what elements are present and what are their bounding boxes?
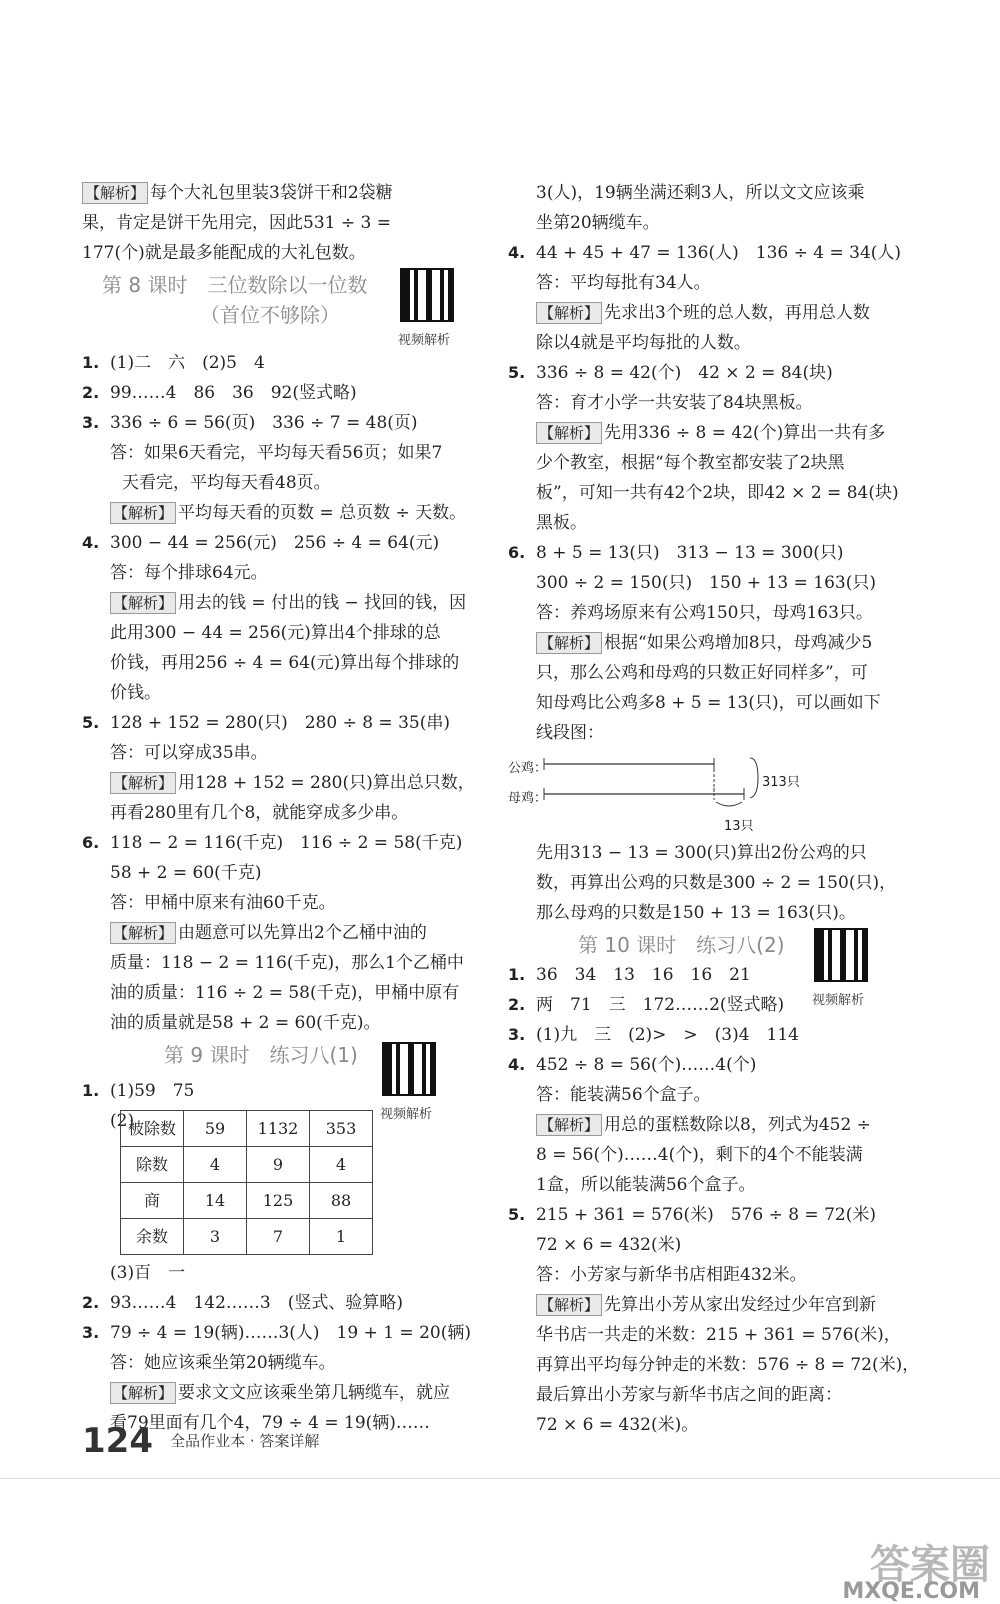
text-line: (3)百 一	[110, 1263, 186, 1283]
text-line: 坐第20辆缆车。	[536, 213, 660, 233]
text-line: 答：可以穿成35串。	[110, 743, 268, 763]
table-row	[121, 1147, 373, 1183]
text-line: 答：养鸡场原来有公鸡150只，母鸡163只。	[536, 603, 873, 623]
text-line: 【解析】 用去的钱 = 付出的钱 − 找回的钱，因	[82, 588, 522, 618]
text-line: 答：小芳家与新华书店相距432米。	[536, 1265, 807, 1285]
text-line: 答：每个排球64元。	[110, 563, 268, 583]
text-line: 【解析】 先用336 ÷ 8 = 42(个)算出一共有多	[508, 418, 948, 448]
hen-label: 母鸡：	[508, 791, 548, 806]
answer-line: 2. 93……4 142……3 (竖式、验算略)	[82, 1293, 403, 1313]
lesson-title: 第 9 课时 练习八(1)	[164, 1043, 358, 1067]
answer-line: 4. 300 − 44 = 256(元) 256 ÷ 4 = 64(元)	[82, 533, 440, 553]
segment-svg	[538, 748, 868, 838]
table-cell: 4	[184, 1147, 247, 1183]
table-cell: 1	[310, 1219, 373, 1255]
answer-line: 2. 两 71 三 172……2(竖式略)	[508, 995, 785, 1015]
answer-line: 2. 99……4 86 36 92(竖式略)	[82, 383, 357, 403]
text-line: 【解析】 先求出3个班的总人数，再用总人数	[508, 298, 948, 328]
page-number: 124	[82, 1421, 153, 1461]
analysis-tag: 【解析】	[536, 1294, 602, 1316]
text-line: 8 = 56(个)……4(个)，剩下的4个不能装满	[536, 1145, 863, 1165]
text-line: 板”，可知一共有42个2块，即42 × 2 = 84(块)	[536, 483, 899, 503]
answer-line: 3. (1)九 三 (2)> > (3)4 114	[508, 1025, 799, 1045]
text-line: 58 + 2 = 60(千克)	[110, 863, 262, 883]
answer-line: 6. 8 + 5 = 13(只) 313 − 13 = 300(只)	[508, 543, 844, 563]
text-line: 天看完，平均每天看48页。	[122, 473, 331, 493]
text-line: 只，那么公鸡和母鸡的只数正好同样多”，可	[536, 663, 868, 683]
qr-code-icon[interactable]	[814, 928, 868, 982]
text-line: 华书店一共走的米数：215 + 361 = 576(米)，	[536, 1325, 901, 1345]
text-line: 价钱。	[110, 683, 161, 703]
right-column	[508, 178, 948, 1440]
lesson-subtitle: （首位不够除）	[200, 303, 340, 327]
lesson-title: 第 10 课时 练习八(2)	[578, 933, 785, 957]
text-line: 再算出平均每分钟走的米数：576 ÷ 8 = 72(米)，	[536, 1355, 920, 1375]
text-line: 此用300 − 44 = 256(元)算出4个排球的总	[110, 623, 441, 643]
answer-line: 3. 336 ÷ 6 = 56(页) 336 ÷ 7 = 48(页)	[82, 413, 418, 433]
analysis-tag: 【解析】	[536, 1114, 602, 1136]
table-cell: 59	[184, 1111, 247, 1147]
qr-code-icon[interactable]	[382, 1042, 436, 1096]
table-row-header: 除数	[121, 1147, 184, 1183]
diff-label: 13只	[724, 819, 754, 834]
answer-line: 1. (1)59 75	[82, 1081, 195, 1101]
text-line: 1盒，所以能装满56个盒子。	[536, 1175, 756, 1195]
text-line: 3(人)，19辆坐满还剩3人，所以文文应该乘	[536, 183, 865, 203]
text-line: 答：育才小学一共安装了84块黑板。	[536, 393, 813, 413]
lesson-title: 第 8 课时 三位数除以一位数	[102, 273, 368, 297]
table-cell: 88	[310, 1183, 373, 1219]
text-line: 看79里面有几个4，79 ÷ 4 = 19(辆)……	[110, 1413, 430, 1433]
left-column	[82, 178, 522, 1438]
text-line: 知母鸡比公鸡多8 + 5 = 13(只)，可以画如下	[536, 693, 881, 713]
text-line: 答：平均每批有34人。	[536, 273, 711, 293]
text-line: 【解析】 要求文文应该乘坐第几辆缆车，就应	[82, 1378, 522, 1408]
text-line: 72 × 6 = 432(米)	[536, 1235, 682, 1255]
table-cell: 4	[310, 1147, 373, 1183]
text-line: 最后算出小芳家与新华书店之间的距离：	[536, 1385, 842, 1405]
answer-line: 1. 36 34 13 16 16 21	[508, 965, 751, 985]
table-row	[121, 1111, 373, 1147]
table-cell: 9	[247, 1147, 310, 1183]
lesson-8-heading	[82, 268, 522, 348]
text-line: 【解析】 由题意可以先算出2个乙桶中油的	[82, 918, 522, 948]
text-line: 油的质量：116 ÷ 2 = 58(千克)，甲桶中原有	[110, 983, 460, 1003]
text-line: 300 ÷ 2 = 150(只) 150 + 13 = 163(只)	[536, 573, 876, 593]
table-cell: 1132	[247, 1111, 310, 1147]
table-row-header: 被除数	[121, 1111, 184, 1147]
text-line: 72 × 6 = 432(米)。	[536, 1415, 699, 1435]
text-line: 数，再算出公鸡的只数是300 ÷ 2 = 150(只)，	[536, 873, 897, 893]
analysis-tag: 【解析】	[110, 502, 176, 524]
text-line: 线段图：	[536, 723, 604, 743]
page-divider	[0, 1478, 1000, 1479]
analysis-tag: 【解析】	[536, 632, 602, 654]
text-line: 177(个)就是最多能配成的大礼包数。	[82, 243, 366, 263]
table-cell: 353	[310, 1111, 373, 1147]
watermark-url: MXQE.COM	[842, 1579, 980, 1604]
text-line: 【解析】 根据“如果公鸡增加8只，母鸡减少5	[508, 628, 948, 658]
division-table	[120, 1110, 373, 1255]
book-name: 全品作业本 · 答案详解	[170, 1432, 320, 1450]
text-line: 【解析】 先算出小芳从家出发经过少年宫到新	[508, 1290, 948, 1320]
text-line: 【解析】 每个大礼包里装3袋饼干和2袋糖	[82, 178, 522, 208]
text-line: 果，肯定是饼干先用完，因此531 ÷ 3 =	[82, 213, 391, 233]
text-line: 黑板。	[536, 513, 587, 533]
table-cell: 14	[184, 1183, 247, 1219]
table-cell: 7	[247, 1219, 310, 1255]
analysis-tag: 【解析】	[536, 422, 602, 444]
answer-line: 6. 118 − 2 = 116(千克) 116 ÷ 2 = 58(千克)	[82, 833, 463, 853]
page-footer	[82, 1421, 319, 1461]
analysis-tag: 【解析】	[110, 1382, 176, 1404]
diff-brace	[716, 802, 742, 806]
text-line: 再看280里有几个8，就能穿成多少串。	[110, 803, 409, 823]
analysis-tag: 【解析】	[536, 302, 602, 324]
table-cell: 125	[247, 1183, 310, 1219]
qr-caption: 视频解析	[812, 993, 865, 1008]
analysis-tag: 【解析】	[110, 922, 176, 944]
text-line: 少个教室，根据“每个教室都安装了2块黑	[536, 453, 845, 473]
table-row	[121, 1183, 373, 1219]
text-line: 【解析】 用128 + 152 = 280(只)算出总只数，	[82, 768, 522, 798]
answer-line: 3. 79 ÷ 4 = 19(辆)……3(人) 19 + 1 = 20(辆)	[82, 1323, 471, 1343]
watermark-logo: 答案圈	[870, 1542, 990, 1588]
qr-caption: 视频解析	[398, 333, 451, 348]
answer-line: 5. 336 ÷ 8 = 42(个) 42 × 2 = 84(块)	[508, 363, 833, 383]
line-segment-diagram	[508, 748, 948, 838]
text-line: 【解析】 用总的蛋糕数除以8，列式为452 ÷	[508, 1110, 948, 1140]
total-label: 313只	[762, 775, 800, 790]
table-row-header: 余数	[121, 1219, 184, 1255]
table-label: (2)	[110, 1111, 135, 1131]
text-line: 先用313 − 13 = 300(只)算出2份公鸡的只	[536, 843, 867, 863]
text-line: 答：能装满56个盒子。	[536, 1085, 711, 1105]
answer-line: 1. (1)二 六 (2)5 4	[82, 353, 265, 373]
text-line: 答：甲桶中原来有油60千克。	[110, 893, 336, 913]
text-line: 【解析】 平均每天看的页数 = 总页数 ÷ 天数。	[82, 498, 522, 528]
text-line: 答：她应该乘坐第20辆缆车。	[110, 1353, 336, 1373]
analysis-tag: 【解析】	[82, 182, 148, 204]
total-brace	[750, 758, 758, 798]
analysis-tag: 【解析】	[110, 592, 176, 614]
answer-line: 4. 44 + 45 + 47 = 136(人) 136 ÷ 4 = 34(人)	[508, 243, 902, 263]
table-block	[82, 1106, 522, 1258]
table-row	[121, 1219, 373, 1255]
text-line: 质量：118 − 2 = 116(千克)，那么1个乙桶中	[110, 953, 464, 973]
answer-line: 4. 452 ÷ 8 = 56(个)……4(个)	[508, 1055, 757, 1075]
text-line: 价钱，再用256 ÷ 4 = 64(元)算出每个排球的	[110, 653, 460, 673]
qr-caption: 视频解析	[380, 1107, 433, 1122]
table-cell: 3	[184, 1219, 247, 1255]
rooster-label: 公鸡：	[508, 761, 548, 776]
text-line: 答：如果6天看完，平均每天看56页；如果7	[110, 443, 443, 463]
answer-line: 5. 128 + 152 = 280(只) 280 ÷ 8 = 35(串)	[82, 713, 450, 733]
table-row-header: 商	[121, 1183, 184, 1219]
text-line: 油的质量就是58 + 2 = 60(千克)。	[110, 1013, 381, 1033]
analysis-tag: 【解析】	[110, 772, 176, 794]
qr-code-icon[interactable]	[400, 268, 454, 322]
answer-line: 5. 215 + 361 = 576(米) 576 ÷ 8 = 72(米)	[508, 1205, 876, 1225]
text-line: 那么母鸡的只数是150 + 13 = 163(只)。	[536, 903, 856, 923]
text-line: 除以4就是平均每批的人数。	[536, 333, 751, 353]
